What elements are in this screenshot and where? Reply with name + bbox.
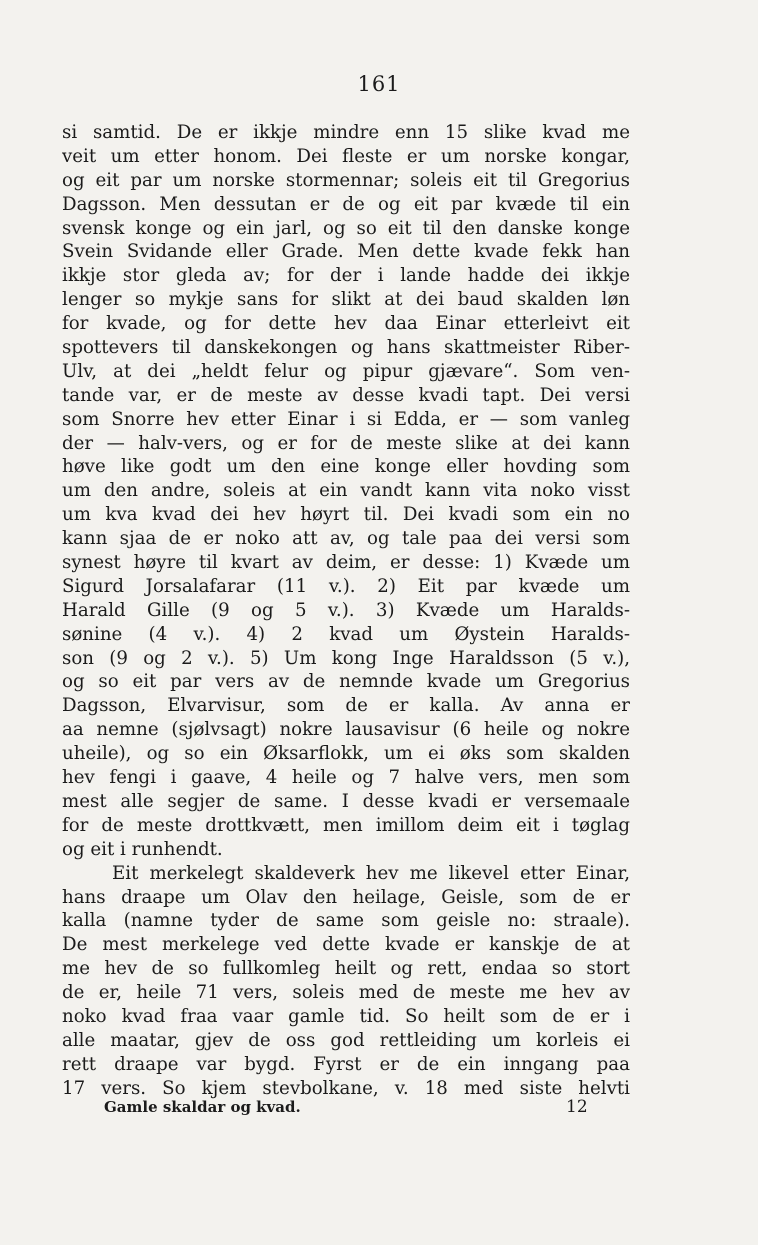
- text-line: ikkje stor gleda av; for der i lande hadde dei ikkje: [62, 265, 630, 287]
- text-line: synest høyre til kvart av deim, er desse: 1) Kvæde um: [62, 552, 630, 574]
- text-line: og eit i runhendt.: [62, 838, 223, 860]
- text-line: aa nemne (sjølvsagt) nokre lausavisur (6 heile og nokre: [62, 719, 630, 741]
- text-line: kalla (namne tyder de same som geisle no: straale).: [62, 910, 630, 932]
- text-line: Harald Gille (9 og 5 v.). 3) Kvæde um Haralds-: [62, 599, 630, 621]
- text-line: si samtid. De er ikkje mindre enn 15 slike kvad me: [62, 122, 630, 143]
- text-line: me hev de so fullkomleg heilt og rett, endaa so stort: [62, 958, 630, 980]
- text-line: svensk konge og ein jarl, og so eit til den danske konge: [62, 217, 630, 239]
- text-line: Dagsson. Men dessutan er de og eit par kvæde til ein: [62, 193, 630, 215]
- text-line: mest alle segjer de same. I desse kvadi er versemaale: [62, 790, 630, 812]
- text-line: sønine (4 v.). 4) 2 kvad um Øystein Haralds-: [62, 623, 630, 645]
- text-line: spottevers til danskekongen og hans skattmeister Riber-: [62, 337, 630, 359]
- text-line: De mest merkelege ved dette kvade er kanskje de at: [62, 934, 630, 956]
- text-line: og eit par um norske stormennar; soleis eit til Gregorius: [62, 169, 630, 191]
- footer-title: Gamle skaldar og kvad.: [104, 1098, 301, 1116]
- text-line: og so eit par vers av de nemnde kvade um Gregorius: [62, 671, 630, 693]
- text-line: kann sjaa de er noko att av, og tale paa dei versi som: [62, 528, 630, 550]
- body-text: [62, 121, 630, 1101]
- text-line: Sigurd Jorsalafarar (11 v.). 2) Eit par kvæde um: [62, 575, 630, 597]
- text-line: Eit merkelegt skaldeverk hev me likevel etter Einar,: [112, 862, 630, 884]
- text-line: høve like godt um den eine konge eller hovding som: [62, 456, 630, 478]
- text-line: 17 vers. So kjem stevbolkane, v. 18 med siste helvti: [62, 1077, 630, 1099]
- text-line: der — halv-vers, og er for de meste slike at dei kann: [62, 432, 630, 454]
- text-line: de er, heile 71 vers, soleis med de meste me hev av: [62, 982, 630, 1004]
- text-line: um den andre, soleis at ein vandt kann vita noko visst: [62, 480, 630, 502]
- text-line: Dagsson, Elvarvisur, som de er kalla. Av anna er: [62, 695, 630, 717]
- text-line: Svein Svidande eller Grade. Men dette kvade fekk han: [62, 241, 630, 263]
- text-line: veit um etter honom. Dei fleste er um norske kongar,: [62, 145, 630, 167]
- text-line: tande var, er de meste av desse kvadi tapt. Dei versi: [62, 384, 630, 406]
- text-line: noko kvad fraa vaar gamle tid. So heilt som de er i: [62, 1005, 630, 1027]
- text-line: lenger so mykje sans for slikt at dei baud skalden løn: [62, 289, 630, 311]
- page-number: 161: [357, 72, 401, 96]
- text-line: alle maatar, gjev de oss god rettleiding um korleis ei: [62, 1029, 630, 1051]
- text-line: uheile), og so ein Øksarflokk, um ei øks som skalden: [62, 743, 630, 765]
- signature-mark: 12: [566, 1097, 588, 1117]
- text-line: rett draape var bygd. Fyrst er de ein inngang paa: [62, 1053, 630, 1075]
- text-line: hev fengi i gaave, 4 heile og 7 halve vers, men som: [62, 767, 630, 789]
- text-line: hans draape um Olav den heilage, Geisle, som de er: [62, 886, 630, 908]
- text-line: son (9 og 2 v.). 5) Um kong Inge Haraldsson (5 v.),: [62, 647, 630, 669]
- text-line: for kvade, og for dette hev daa Einar etterleivt eit: [62, 313, 630, 335]
- text-line: for de meste drottkvætt, men imillom deim eit i tøglag: [62, 814, 630, 836]
- text-line: um kva kvad dei hev høyrt til. Dei kvadi som ein no: [62, 504, 630, 526]
- text-line: som Snorre hev etter Einar i si Edda, er — som vanleg: [62, 408, 630, 430]
- text-line: Ulv, at dei „heldt felur og pipur gjævare“. Som ven-: [62, 360, 630, 382]
